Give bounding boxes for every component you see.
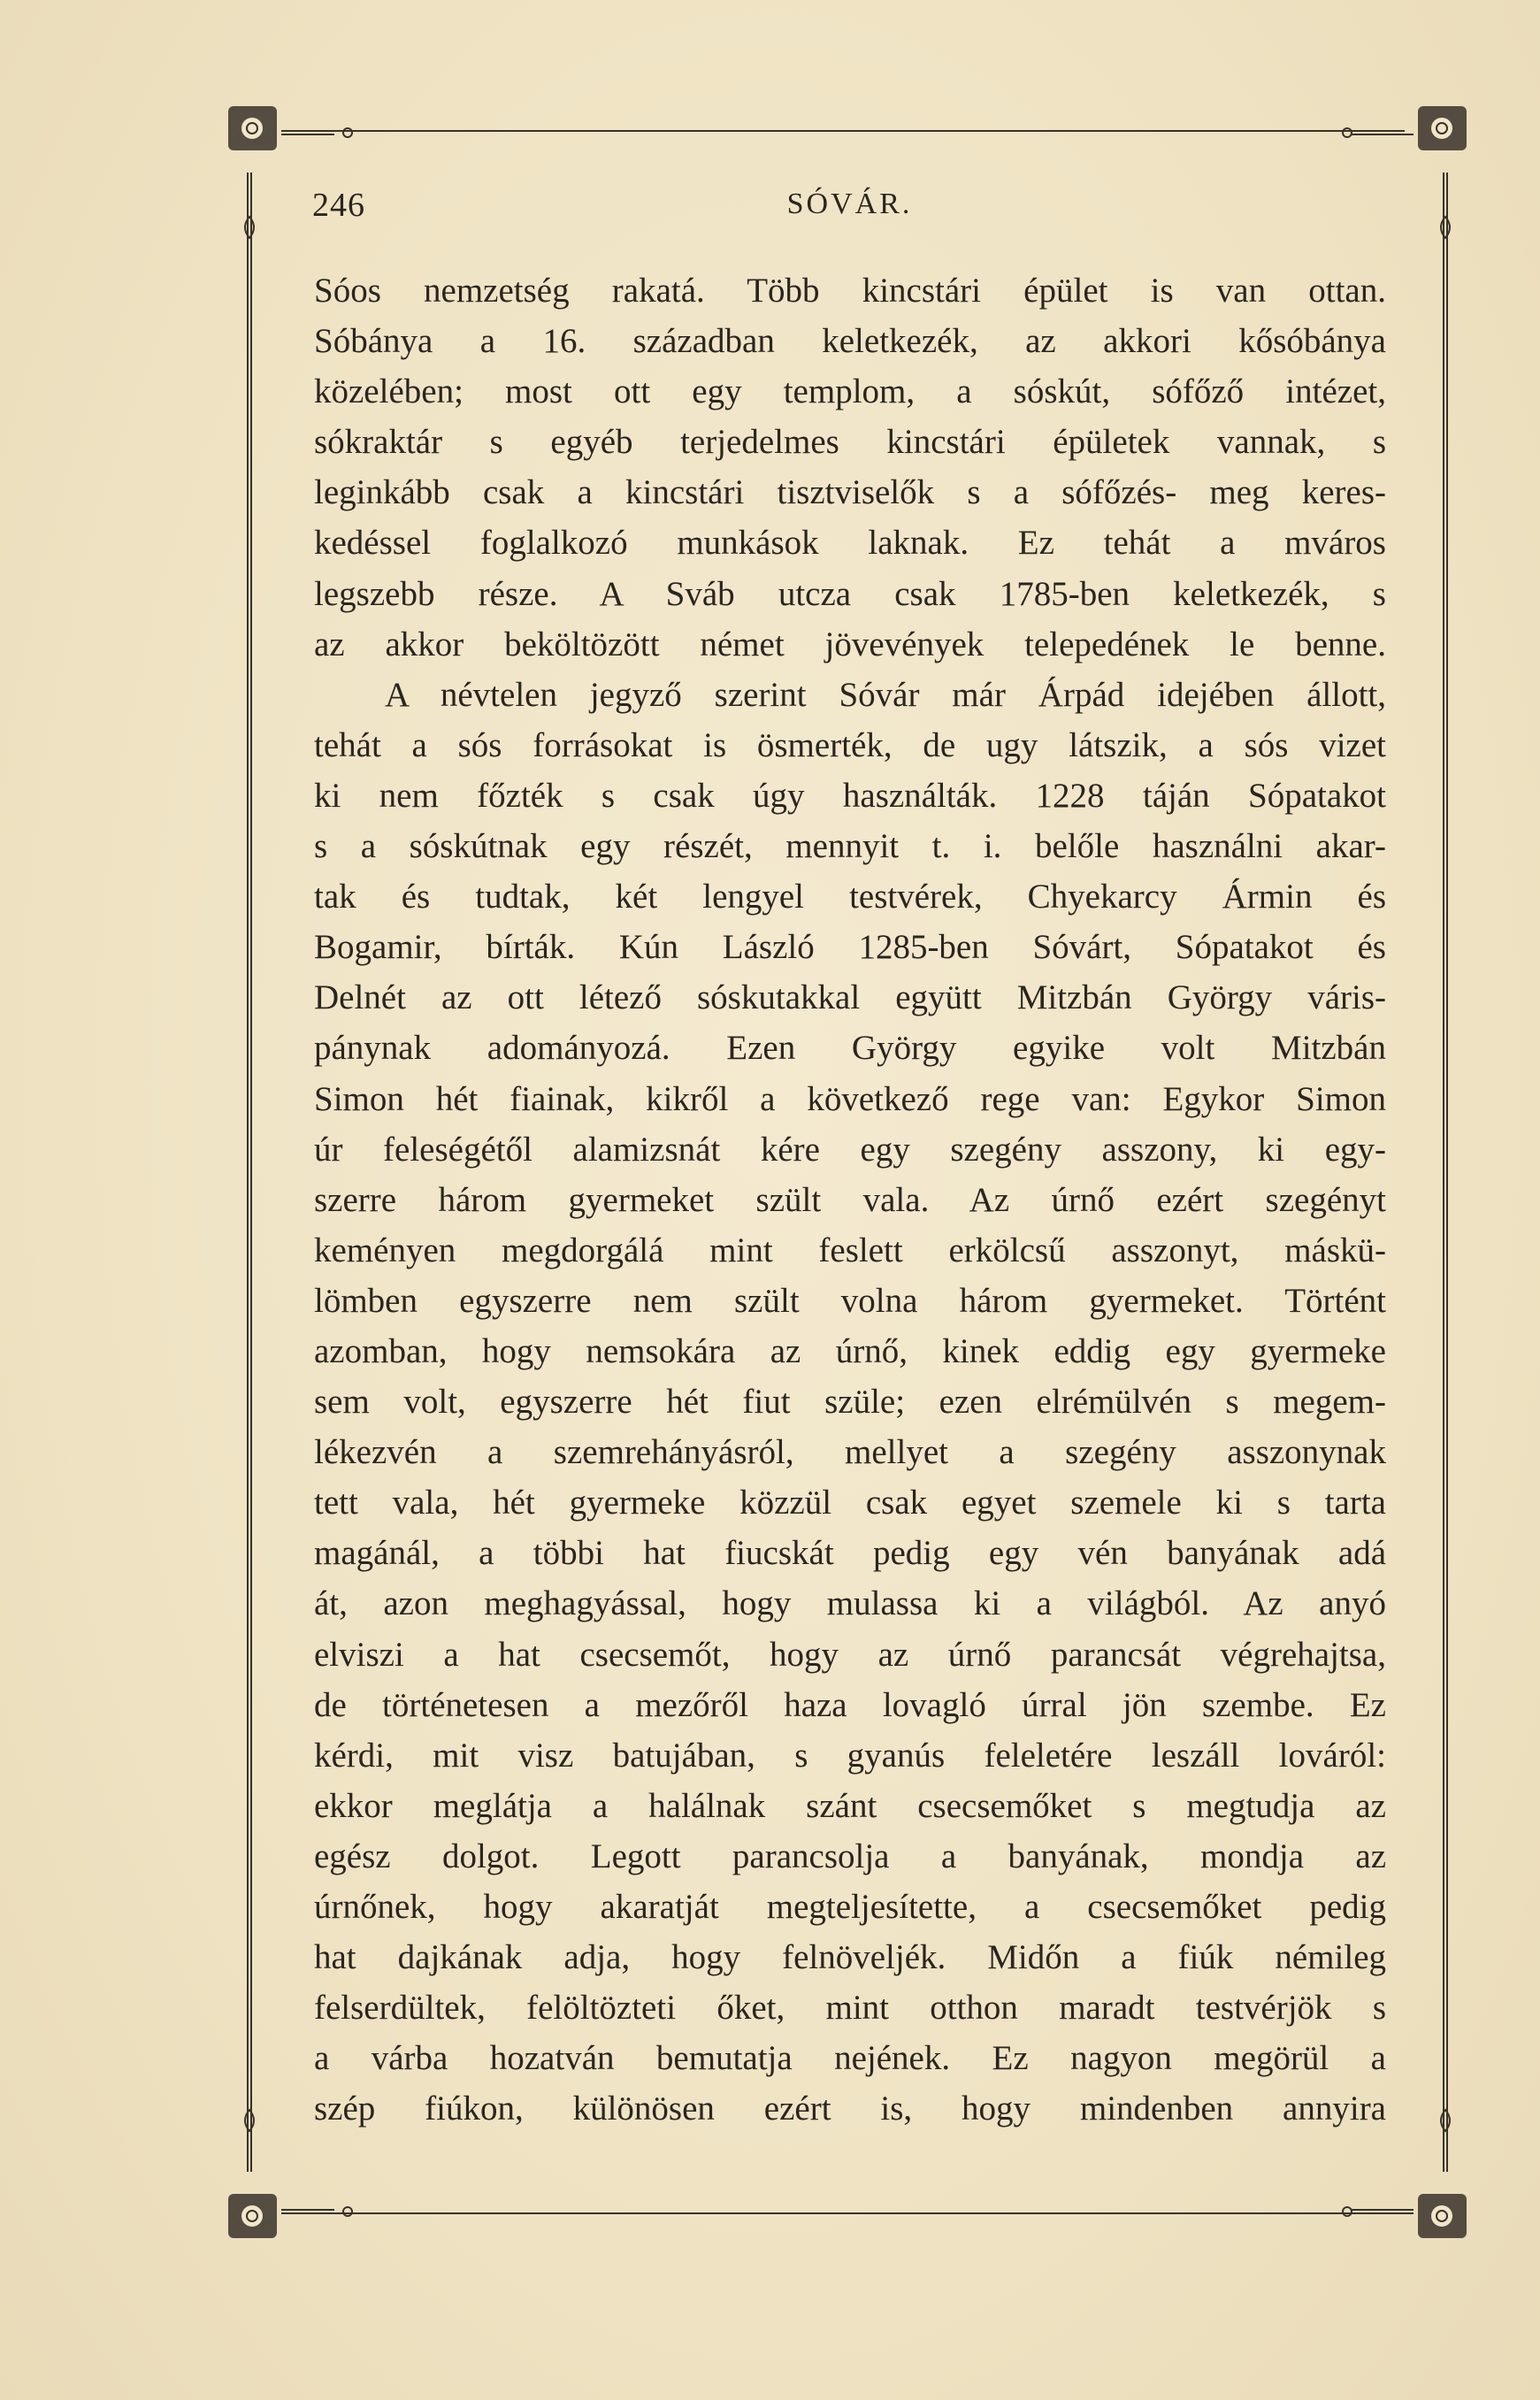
text-line: s a sóskútnak egy részét, mennyit t. i. belőle használni akar- [314,827,1386,866]
text-line: sem volt, egyszerre hét fiut szüle; ezen elrémülvén s megem- [314,1383,1386,1422]
text-line: elviszi a hat csecsemőt, hogy az úrnő parancsát végrehajtsa, [314,1635,1386,1674]
text-line: legszebb része. A Sváb utcza csak 1785-ben keletkezék, s [314,574,1386,613]
text-line: Sóbánya a 16. században keletkezék, az akkori kősóbánya [314,322,1386,361]
text-line: az akkor beköltözött német jövevények telepedének le benne. [314,625,1386,663]
text-line: tett vala, hét gyermeke közzül csak egyet szemele ki s tarta [314,1484,1386,1522]
text-line: pánynak adományozá. Ezen György egyike volt Mitzbán [314,1029,1386,1068]
text-line: leginkább csak a kincstári tisztviselők s a sófőzés- meg keres- [314,473,1386,512]
text-line: Sóos nemzetség rakatá. Több kincstári épület is van ottan. [314,272,1386,310]
running-head: SÓVÁR. [786,188,913,220]
text-line: a várba hozatván bemutatja nejének. Ez nagyon megörül a [314,2039,1386,2078]
text-line: úrnőnek, hogy akaratját megteljesítette, a csecsemőket pedig [314,1888,1386,1926]
text-line: sókraktár s egyéb terjedelmes kincstári épületek vannak, s [314,423,1386,462]
page-number: 246 [312,187,365,224]
text-line: felserdültek, felöltözteti őket, mint otthon maradt testvérjök s [314,1989,1386,2028]
text-line: A névtelen jegyző szerint Sóvár már Árpád idejében állott, [385,675,1386,714]
text-line: hat dajkának adja, hogy felnöveljék. Midőn a fiúk némileg [314,1938,1386,1977]
text-line: keményen megdorgálá mint feslett erkölcsű asszonyt, máskü- [314,1231,1386,1269]
text-line: de történetesen a mezőről haza lovagló úrral jön szembe. Ez [314,1685,1386,1724]
text-line: Bogamir, bírták. Kún László 1285-ben Sóvárt, Sópatakot és [314,928,1386,967]
body-text [314,265,1386,2134]
text-line: Simon hét fiainak, kikről a következő rege van: Egykor Simon [314,1079,1386,1118]
text-line: magánál, a többi hat fiucskát pedig egy vén banyának adá [314,1534,1386,1573]
text-line: ekkor meglátja a halálnak szánt csecsemőket s megtudja az [314,1786,1386,1825]
text-line: át, azon meghagyással, hogy mulassa ki a világból. Az anyó [314,1584,1386,1623]
text-line: azomban, hogy nemsokára az úrnő, kinek eddig egy gyermeke [314,1331,1386,1370]
text-line: tehát a sós forrásokat is ösmerték, de ugy látszik, a sós vizet [314,725,1386,764]
text-line: Delnét az ott létező sóskutakkal együtt Mitzbán György váris- [314,978,1386,1017]
text-line: úr feleségétől alamizsnát kére egy szegény asszony, ki egy- [314,1130,1386,1169]
text-line: lékezvén a szemrehányásról, mellyet a szegény asszonynak [314,1433,1386,1472]
text-line: ki nem főzték s csak úgy használták. 1228 táján Sópatakot [314,776,1386,815]
text-line: szerre három gyermeket szült vala. Az úrnő ezért szegényt [314,1180,1386,1219]
text-line: tak és tudtak, két lengyel testvérek, Chyekarcy Ármin és [314,878,1386,916]
text-line: kedéssel foglalkozó munkások laknak. Ez tehát a mváros [314,524,1386,563]
page-header [312,186,1387,239]
text-line: szép fiúkon, különösen ezért is, hogy mindenben annyira [314,2089,1386,2128]
text-line: közelében; most ott egy templom, a sóskút, sófőző intézet, [314,372,1386,411]
text-line: egész dolgot. Legott parancsolja a banyának, mondja az [314,1836,1386,1875]
text-line: lömben egyszerre nem szült volna három gyermeket. Történt [314,1281,1386,1320]
text-line: kérdi, mit visz batujában, s gyanús feleletére leszáll lováról: [314,1736,1386,1775]
